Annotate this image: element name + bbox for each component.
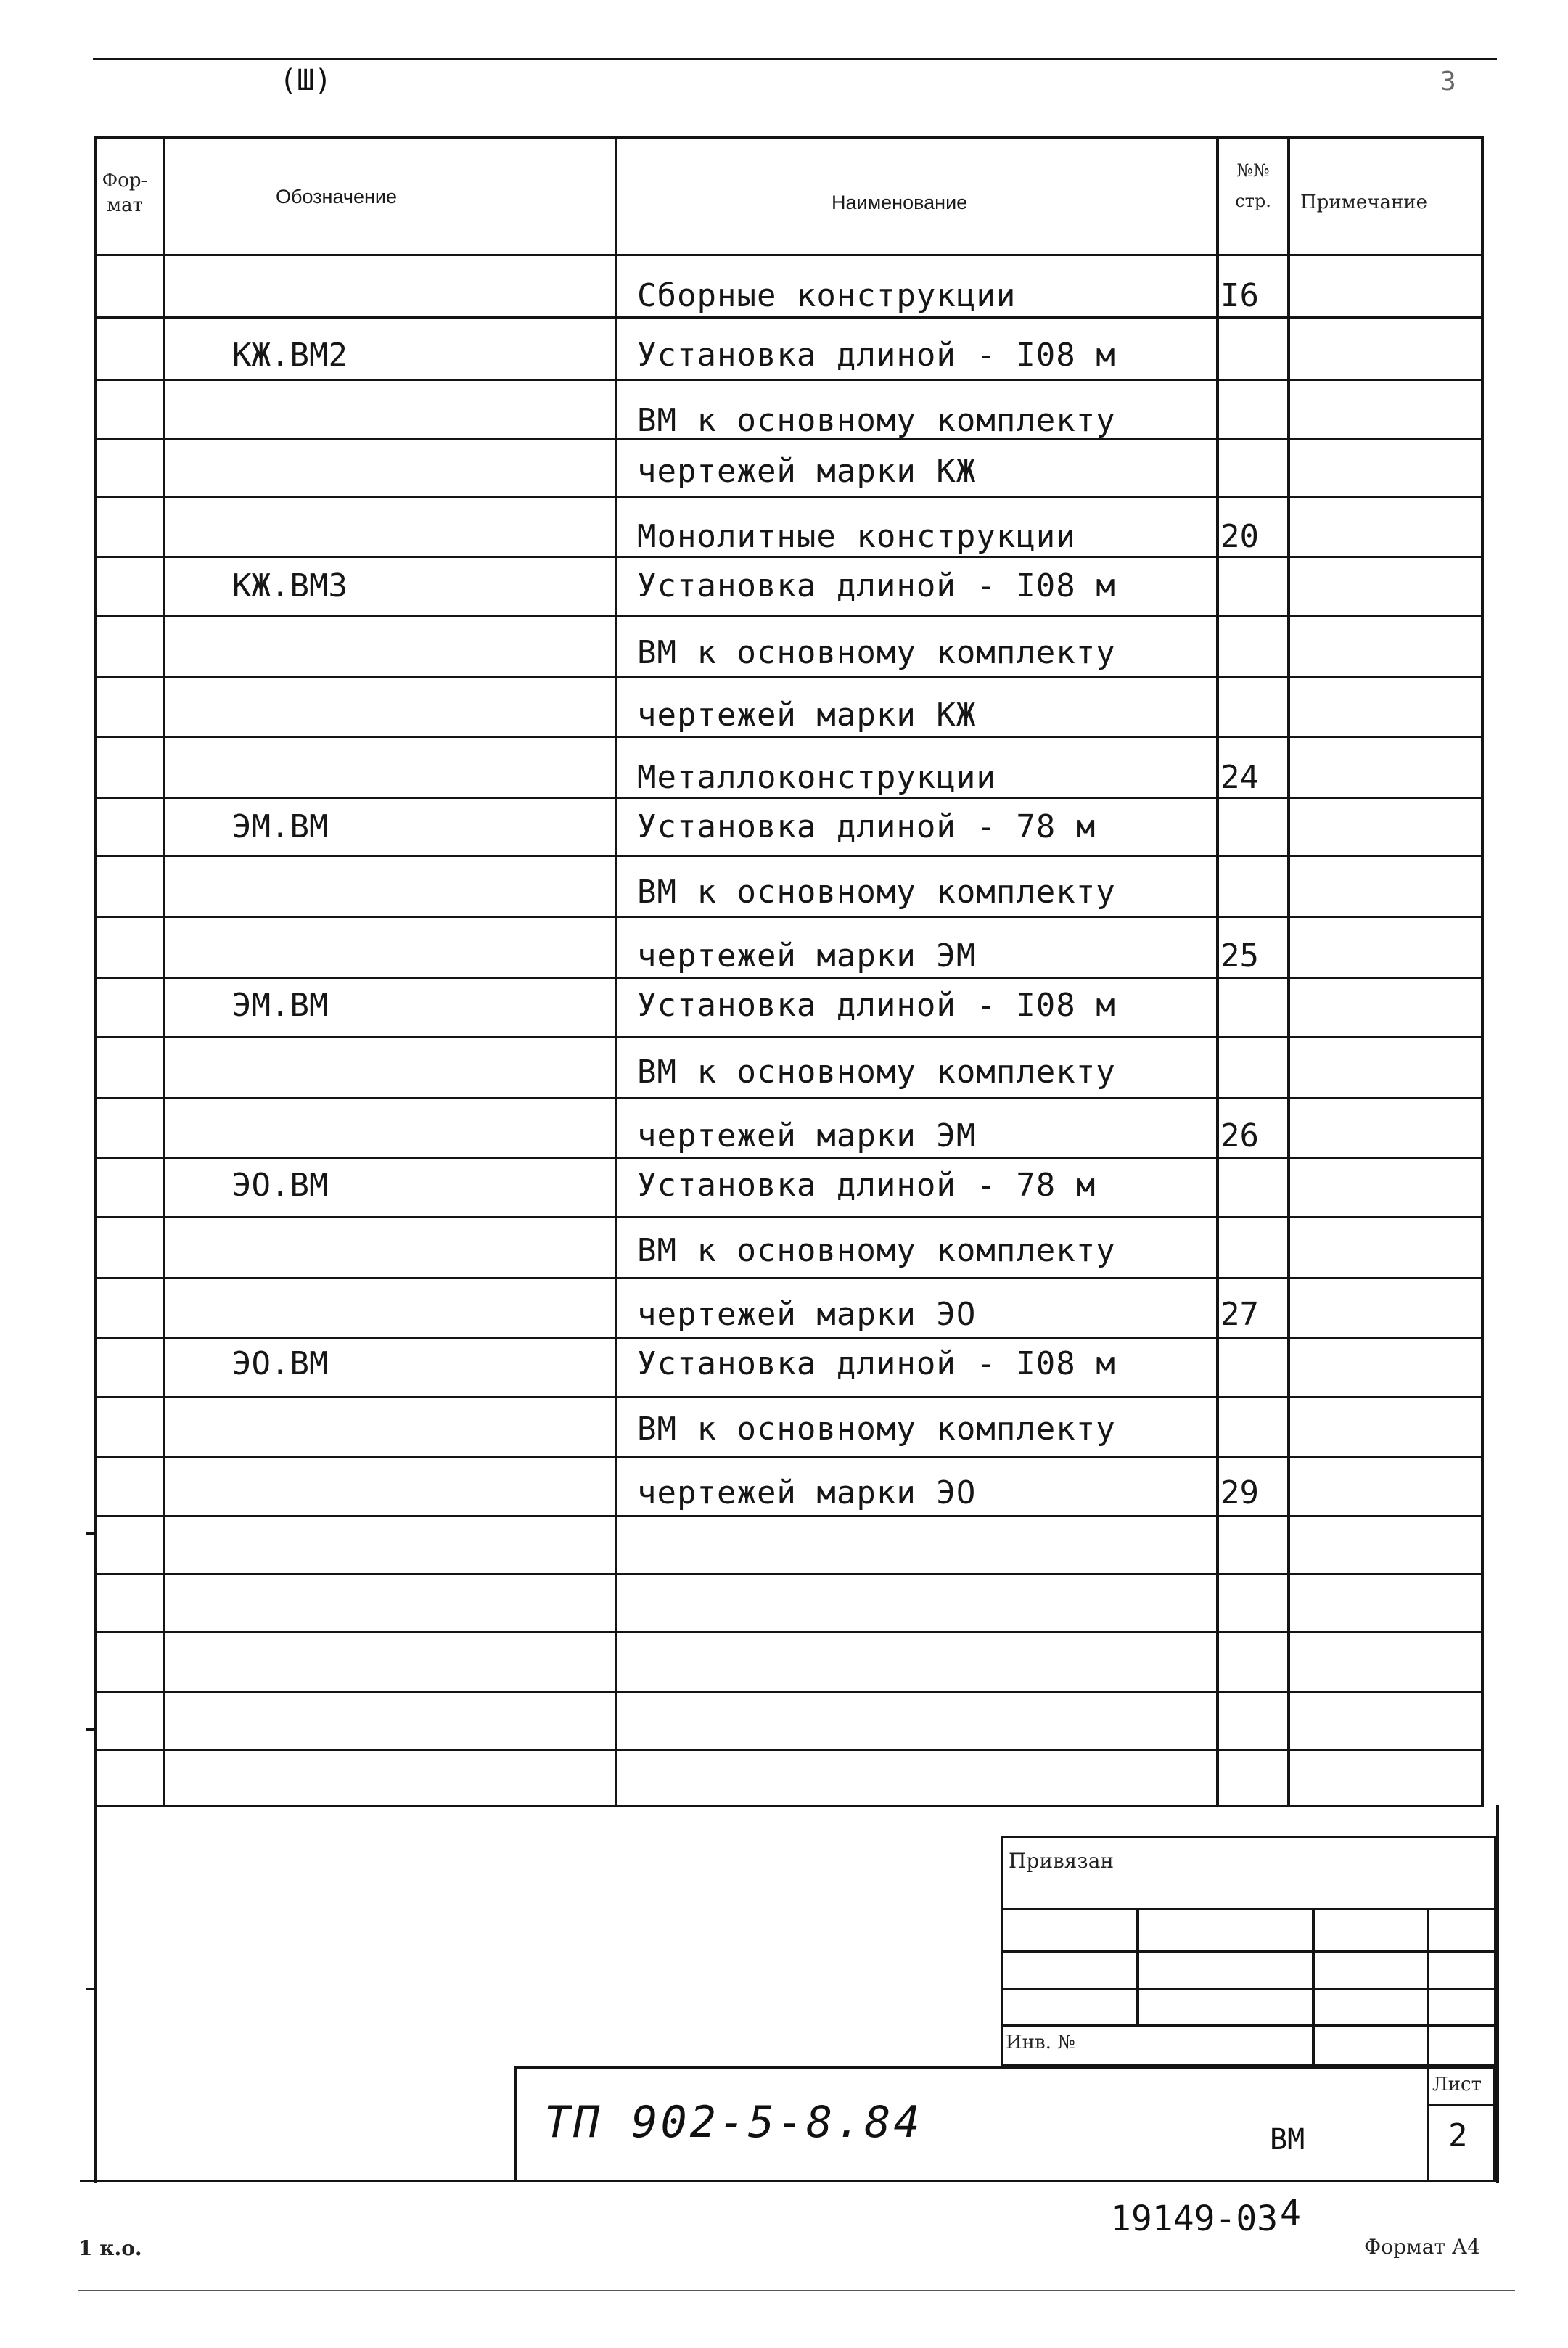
stamp-number: 19149-03 [1110, 2199, 1278, 2239]
table-row [0, 385, 1568, 443]
attached-divider [1427, 1908, 1429, 2066]
page-cell [1220, 1036, 1286, 1094]
header-bottom-border [94, 254, 1484, 256]
frame-left [94, 1805, 97, 2183]
row-line [94, 1097, 1484, 1099]
sheet-label: Лист [1432, 2074, 1482, 2095]
attached-divider [1136, 1908, 1139, 2024]
name-cell: Установка длиной - I08 м [637, 567, 1116, 604]
row-line [94, 1749, 1484, 1751]
page-cell [1220, 1393, 1286, 1451]
attached-line [1001, 1988, 1496, 1990]
page-cell [1220, 791, 1286, 849]
stamp-divider [1427, 2066, 1429, 2181]
top-rule [93, 58, 1497, 60]
format-note: Формат А4 [1364, 2235, 1480, 2259]
name-cell: Установка длиной - 78 м [637, 808, 1096, 845]
header-name: Наименование [832, 192, 968, 213]
document-mark: ВМ [1270, 2123, 1305, 2156]
margin-tick [86, 1988, 96, 1990]
name-cell: ВМ к основному комплекту [637, 1054, 1116, 1091]
page-cell [1220, 1149, 1286, 1207]
page-cell [1220, 679, 1286, 737]
page-cell: 25 [1220, 937, 1259, 974]
table-row [0, 1036, 1568, 1094]
table-row [0, 435, 1568, 493]
name-cell: ВМ к основному комплекту [637, 634, 1116, 671]
name-cell: чертежей марки ЭМ [637, 1117, 977, 1154]
designation-cell: ЭО.ВМ [232, 1167, 329, 1204]
document-code: ТП 902-5-8.84 [544, 2097, 923, 2148]
inv-label: Инв. № [1006, 2032, 1075, 2053]
table-row [0, 1328, 1568, 1386]
header-format: Фор-мат [102, 170, 148, 216]
name-cell: Установка длиной - I08 м [637, 1345, 1116, 1382]
designation-cell: ЭМ.ВМ [232, 987, 329, 1024]
table-row [0, 260, 1568, 318]
page-cell: 26 [1220, 1117, 1259, 1154]
table-top-border [94, 136, 1484, 139]
page-cell: 24 [1220, 759, 1259, 796]
name-cell: Установка длиной - I08 м [637, 337, 1116, 374]
page-cell [1220, 385, 1286, 443]
row-line [94, 916, 1484, 918]
header-notes: Примечание [1300, 192, 1427, 213]
name-cell: Установка длиной - I08 м [637, 987, 1116, 1024]
page-cell: 29 [1220, 1474, 1259, 1511]
page-bottom-rule [78, 2290, 1515, 2291]
name-cell: Монолитные конструкции [637, 518, 1076, 555]
page-cell: 27 [1220, 1296, 1259, 1333]
margin-tick [86, 1728, 96, 1731]
attached-line [1001, 1908, 1496, 1910]
table-row [0, 791, 1568, 849]
table-row [0, 1457, 1568, 1515]
frame-right [1496, 1805, 1499, 2183]
name-cell: чертежей марки ЭО [637, 1474, 977, 1511]
designation-cell: КЖ.ВМ2 [232, 337, 348, 374]
header-designation: Обозначение [276, 186, 397, 208]
table-row [0, 969, 1568, 1027]
name-cell: ВМ к основному комплекту [637, 1411, 1116, 1448]
page-cell: 20 [1220, 518, 1259, 555]
row-line [94, 1691, 1484, 1693]
attached-label: Привязан [1009, 1849, 1115, 1873]
name-cell: чертежей марки ЭМ [637, 937, 977, 974]
page-cell [1220, 969, 1286, 1027]
attached-divider [1312, 1908, 1315, 2066]
designation-cell: ЭМ.ВМ [232, 808, 329, 845]
page-cell [1220, 319, 1286, 377]
page-cell [1220, 435, 1286, 493]
attached-line [1001, 2024, 1496, 2027]
page-cell [1220, 856, 1286, 914]
designation-cell: КЖ.ВМ3 [232, 567, 348, 604]
name-cell: Установка длиной - 78 м [637, 1167, 1096, 1204]
attached-line [1001, 1950, 1496, 1953]
table-row [0, 550, 1568, 608]
name-cell: чертежей марки КЖ [637, 697, 977, 734]
stamp-extra: 4 [1280, 2193, 1301, 2233]
table-row [0, 1149, 1568, 1207]
name-cell: ВМ к основному комплекту [637, 402, 1116, 439]
designation-cell: ЭО.ВМ [232, 1345, 329, 1382]
row-line [94, 379, 1484, 381]
stamp-line [1427, 2104, 1496, 2106]
page-cell [1220, 617, 1286, 675]
name-cell: Сборные конструкции [637, 277, 1017, 314]
table-row [0, 617, 1568, 675]
row-line [94, 496, 1484, 498]
margin-tick [86, 1532, 96, 1535]
table-row [0, 679, 1568, 737]
table-row [0, 1215, 1568, 1273]
header-pages: №№ стр. [1235, 160, 1271, 211]
top-mark: (Ш) [279, 64, 332, 97]
copy-note: 1 к.о. [78, 2236, 142, 2260]
name-cell: ВМ к основному комплекту [637, 874, 1116, 911]
page-cell [1220, 550, 1286, 608]
name-cell: Металлоконструкции [637, 759, 996, 796]
row-line [94, 1573, 1484, 1575]
name-cell: чертежей марки ЭО [637, 1296, 977, 1333]
corner-page-number: 3 [1440, 67, 1456, 97]
page-cell [1220, 1328, 1286, 1386]
table-row [0, 319, 1568, 377]
table-row [0, 856, 1568, 914]
table-row [0, 1393, 1568, 1451]
name-cell: ВМ к основному комплекту [637, 1232, 1116, 1269]
sheet-number: 2 [1448, 2117, 1468, 2154]
page-cell: I6 [1220, 277, 1259, 314]
name-cell: чертежей марки КЖ [637, 453, 977, 490]
row-line [94, 676, 1484, 678]
row-line [94, 1631, 1484, 1633]
table-bottom-border [94, 1805, 1484, 1807]
page-cell [1220, 1215, 1286, 1273]
row-line [94, 1515, 1484, 1517]
